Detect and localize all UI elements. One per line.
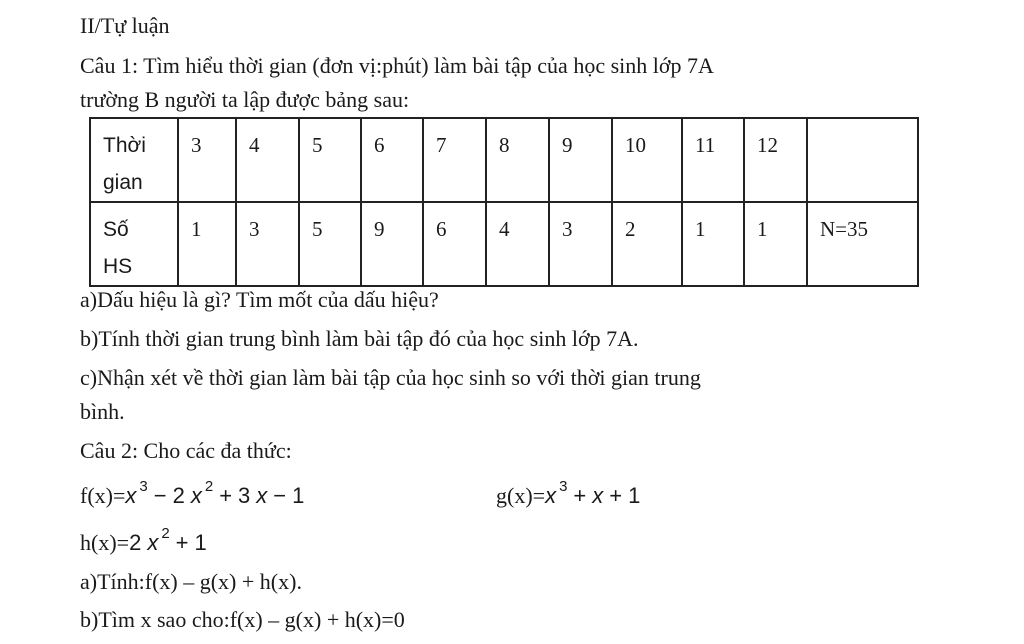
count-cell: 3: [549, 202, 612, 286]
time-cell: 5: [299, 118, 361, 202]
g-x: x: [545, 483, 557, 508]
question-2-part-a: a)Tính:f(x) – g(x) + h(x).: [80, 569, 302, 594]
count-cell: 5: [299, 202, 361, 286]
question-1-part-b: b)Tính thời gian trung bình làm bài tập đó của học sinh lớp 7A.: [80, 326, 639, 351]
polynomial-h: [80, 525, 207, 560]
question-1-intro-line-1: Câu 1: Tìm hiểu thời gian (đơn vị:phút) làm bài tập của học sinh lớp 7A: [80, 53, 714, 78]
count-row-header: [90, 202, 178, 286]
question-2-part-b: b)Tìm x sao cho:f(x) – g(x) + h(x)=0: [80, 607, 405, 632]
f-plus: +: [219, 483, 233, 508]
h-plus: +: [175, 530, 189, 555]
question-1-part-c-line-2: bình.: [80, 399, 125, 424]
time-cell: 9: [549, 118, 612, 202]
f-minus: −: [153, 483, 167, 508]
count-cell: 9: [361, 202, 423, 286]
h-x: x: [147, 530, 159, 555]
count-cell: 6: [423, 202, 486, 286]
f-coef-3: 3: [238, 483, 251, 508]
count-cell: 1: [178, 202, 236, 286]
section-title: II/Tự luận: [80, 13, 170, 38]
f-exp-2: 2: [204, 478, 214, 495]
total-cell: N=35: [807, 202, 918, 286]
count-cell: 1: [682, 202, 744, 286]
f-name: f(x)=: [80, 483, 126, 508]
question-2-intro: Câu 2: Cho các đa thức:: [80, 438, 292, 463]
g-const: 1: [628, 483, 641, 508]
h-coef-2: 2: [129, 530, 142, 555]
time-cell: 3: [178, 118, 236, 202]
time-header-line-1: Thời: [103, 134, 146, 157]
time-cell: 8: [486, 118, 549, 202]
count-cell: 3: [236, 202, 299, 286]
time-cell: 10: [612, 118, 682, 202]
polynomial-f: [80, 478, 305, 513]
time-header-line-2: gian: [103, 171, 143, 194]
question-1-part-a: a)Dấu hiệu là gì? Tìm mốt của dấu hiệu?: [80, 287, 439, 312]
g-name: g(x)=: [496, 483, 546, 508]
empty-cell: [807, 118, 918, 202]
h-const: 1: [194, 530, 207, 555]
count-header-line-1: Số: [103, 218, 129, 241]
time-cell: 12: [744, 118, 807, 202]
h-exp-2: 2: [161, 525, 170, 542]
f-const: 1: [292, 483, 305, 508]
question-1-intro-line-2: trường B người ta lập được bảng sau:: [80, 87, 410, 112]
f-x: x: [125, 483, 137, 508]
h-name: h(x)=: [80, 530, 130, 555]
time-row-header: [90, 118, 178, 202]
count-row: [90, 202, 918, 286]
polynomial-g: [496, 478, 641, 513]
f-exp-3: 3: [139, 478, 148, 495]
time-cell: 6: [361, 118, 423, 202]
f-x1: x: [256, 483, 268, 508]
g-plus-2: +: [609, 483, 623, 508]
f-minus-2: −: [273, 483, 287, 508]
frequency-table: [89, 117, 919, 287]
count-cell: 4: [486, 202, 549, 286]
f-coef-2: 2: [172, 483, 185, 508]
time-cell: 7: [423, 118, 486, 202]
count-header-line-2: HS: [103, 255, 133, 278]
count-cell: 2: [612, 202, 682, 286]
question-1-part-c-line-1: c)Nhận xét về thời gian làm bài tập của học sinh so với thời gian trung: [80, 365, 701, 390]
time-cell: 11: [682, 118, 744, 202]
time-row: [90, 118, 918, 202]
count-cell: 1: [744, 202, 807, 286]
f-x2: x: [190, 483, 202, 508]
g-plus: +: [573, 483, 587, 508]
g-x1: x: [592, 483, 604, 508]
time-cell: 4: [236, 118, 299, 202]
g-exp-3: 3: [559, 478, 568, 495]
